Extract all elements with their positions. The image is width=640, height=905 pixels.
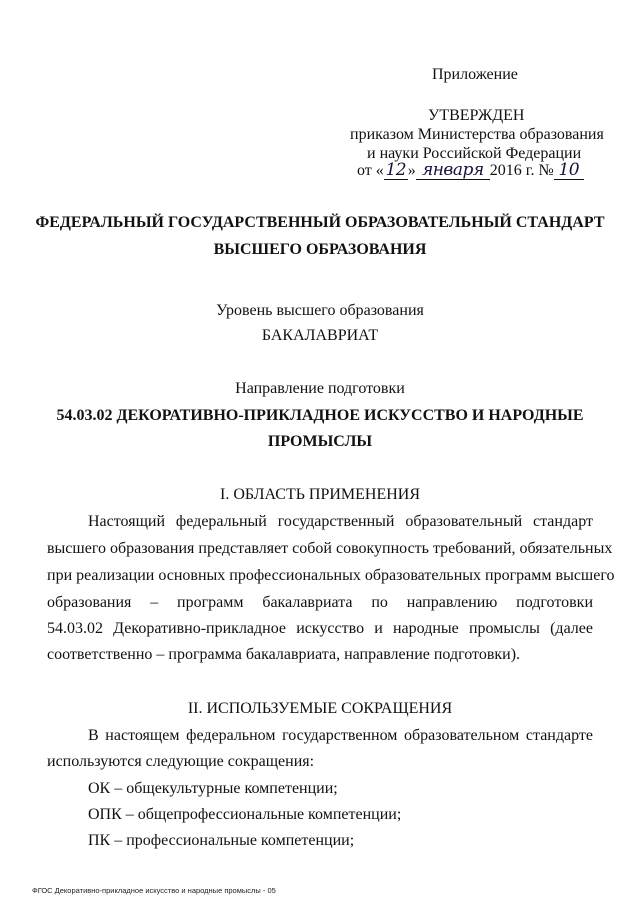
section-2-intro-line: В настоящем федеральном государственном образовательном стандарте <box>88 727 593 744</box>
section-2-intro-line: используются следующие сокращения: <box>47 753 315 770</box>
direction-label: Направление подготовки <box>235 380 405 397</box>
page-footer: ФГОС Декоративно-прикладное искусство и народные промыслы - 05 <box>32 886 276 895</box>
section-2-heading: II. ИСПОЛЬЗУЕМЫЕ СОКРАЩЕНИЯ <box>187 700 453 717</box>
section-1-heading: I. ОБЛАСТЬ ПРИМЕНЕНИЯ <box>219 486 421 503</box>
document-title-line-2: ВЫСШЕГО ОБРАЗОВАНИЯ <box>213 241 427 258</box>
approved-label: УТВЕРЖДЕН <box>428 107 525 124</box>
direction-title-line-2: ПРОМЫСЛЫ <box>267 433 373 450</box>
education-level-label: Уровень высшего образования <box>216 302 424 319</box>
order-line-1: приказом Министерства образования <box>350 126 604 143</box>
date-day-handwritten: 12 <box>385 160 407 180</box>
date-mid: » <box>407 162 416 179</box>
date-prefix: от « <box>357 162 384 179</box>
abbreviation-item: ОПК – общепрофессиональные компетенции; <box>88 806 402 823</box>
education-level-value: БАКАЛАВРИАТ <box>261 327 379 344</box>
document-title-line-1: ФЕДЕРАЛЬНЫЙ ГОСУДАРСТВЕННЫЙ ОБРАЗОВАТЕЛЬНЫЙ СТАНДАРТ <box>35 214 605 231</box>
section-1-line: образования – программ бакалавриата по направлению подготовки <box>47 594 593 611</box>
abbreviation-item: ПК – профессиональные компетенции; <box>88 832 355 849</box>
date-month-handwritten: января <box>416 162 490 180</box>
section-1-line: высшего образования представляет собой совокупность требований, обязательных <box>47 540 613 557</box>
section-1-line: при реализации основных профессиональных образовательных программ высшего <box>47 567 615 584</box>
date-year: 2016 г. № <box>489 162 554 179</box>
appendix-label: Приложение <box>432 66 518 83</box>
section-1-line: соответственно – программа бакалавриата, направление подготовки). <box>47 646 521 663</box>
abbreviation-item: ОК – общекультурные компетенции; <box>88 780 338 797</box>
order-line-2: и науки Российской Федерации <box>367 145 582 162</box>
section-1-line: 54.03.02 Декоративно-прикладное искусство и народные промыслы (далее <box>47 620 593 637</box>
order-date-line <box>357 162 584 180</box>
order-number-handwritten: 10 <box>554 162 584 180</box>
direction-title-line-1: 54.03.02 ДЕКОРАТИВНО-ПРИКЛАДНОЕ ИСКУССТВО И НАРОДНЫЕ <box>56 407 584 424</box>
section-1-line: Настоящий федеральный государственный образовательный стандарт <box>88 513 593 530</box>
